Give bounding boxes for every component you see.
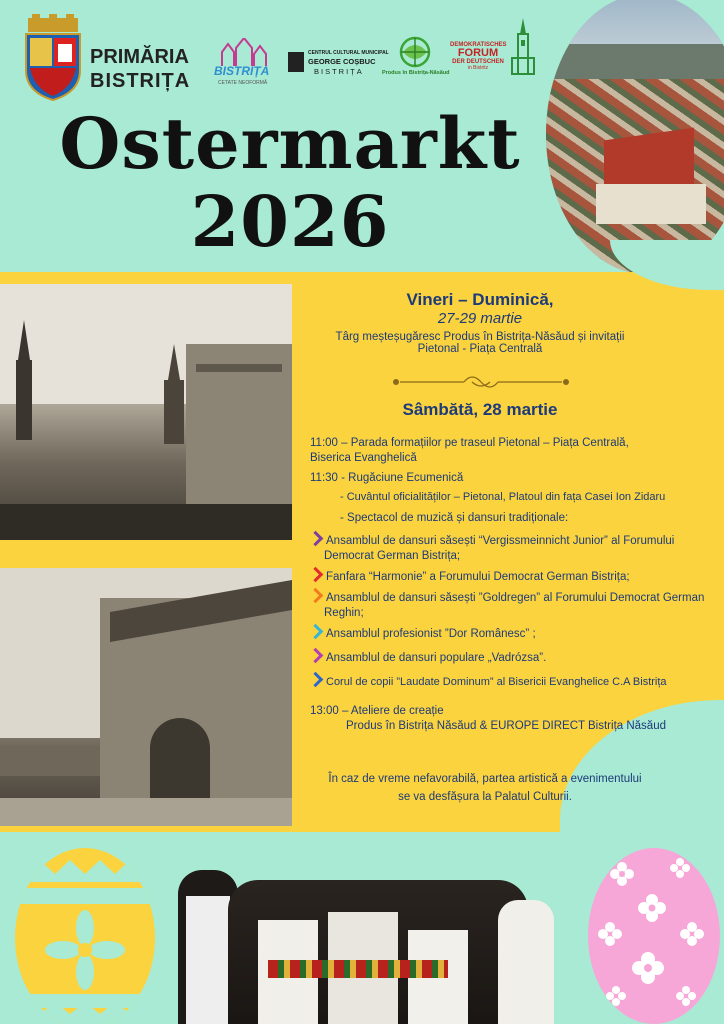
act-text: Corul de copii ”Laudate Dominum” al Bisericii Evanghelice C.A Bistrița	[326, 676, 667, 688]
act-text: Fanfara “Harmonie” a Forumului Democrat German Bistrița;	[326, 571, 630, 583]
chevron-right-icon	[308, 531, 324, 547]
friday-line2: Pietonal - Piața Centrală	[417, 343, 543, 355]
act-item	[310, 569, 720, 585]
bistrita-logo-word: BISTRIȚA	[214, 64, 270, 78]
primaria-name-line2: BISTRIȚA	[90, 70, 191, 92]
event-title-line2: 2026	[190, 180, 390, 263]
pink-easter-egg	[582, 838, 724, 1024]
event-prayer: 11:30 - Rugăciune Ecumenică	[310, 472, 464, 484]
act-text: Ansamblul de dansuri săsești “Vergissmeinnicht Junior” al Forumului	[326, 535, 675, 547]
centrul-line2: GEORGE COȘBUC	[308, 57, 376, 66]
centrul-line1: CENTRUL CULTURAL MUNICIPAL	[308, 50, 389, 56]
weather-note	[300, 770, 670, 806]
bistrita-city-logo	[212, 38, 276, 90]
event-workshops: 13:00 – Ateliere de creație	[310, 705, 444, 717]
friday-dates: 27-29 martie	[437, 310, 523, 327]
produs-logo	[382, 36, 448, 82]
act-item	[310, 650, 720, 666]
city-aerial-photo	[546, 0, 724, 274]
forum-line1: DEMOKRATISCHES	[450, 42, 507, 48]
forum-logo	[450, 42, 506, 82]
ornament-divider	[392, 372, 570, 392]
forum-line4: in Bistritz	[467, 65, 489, 71]
friday-heading: Vineri – Duminică,	[406, 290, 554, 309]
primaria-name-line1: PRIMĂRIA	[90, 46, 189, 68]
chevron-right-icon	[308, 567, 324, 583]
chevron-right-icon	[308, 624, 324, 640]
forum-line3: DER DEUTSCHEN	[452, 59, 504, 65]
event-officials: - Cuvântul oficialităților – Pietonal, Platoul din fața Casei Ion Zidaru	[340, 491, 666, 503]
act-text: Ansamblul de dansuri săsești ”Goldregen” al Forumului Democrat German	[326, 592, 705, 604]
chevron-right-icon	[308, 648, 324, 664]
weather-note-line1: În caz de vreme nefavorabilă, partea artistică a evenimentului	[328, 773, 642, 785]
event-show: - Spectacol de muzică și dansuri tradiționale:	[340, 512, 569, 524]
act-item	[310, 674, 720, 690]
globe-leaf-icon	[398, 36, 432, 68]
act-text-cont: Reghin;	[324, 607, 364, 619]
act-text: Ansamblul profesionist ”Dor Românesc” ;	[326, 628, 536, 640]
act-item	[310, 626, 720, 642]
act-item	[310, 590, 720, 621]
act-text-cont: Democrat German Bistrița;	[324, 550, 461, 562]
event-parade: 11:00 – Parada formațiilor pe traseul Pietonal – Piața Centrală,	[310, 437, 629, 449]
old-photo-square	[0, 568, 292, 826]
centrul-icon	[288, 52, 304, 72]
yellow-easter-egg	[10, 838, 160, 1024]
saturday-program	[310, 436, 720, 734]
friday-line1: Târg meșteșugăresc Produs în Bistrița-Năsăud și invitații	[335, 331, 625, 343]
event-parade-cont: Biserica Evanghelică	[310, 452, 417, 464]
saturday-heading: Sâmbătă, 28 martie	[402, 400, 558, 419]
old-photo-church-tower	[4, 320, 44, 440]
primaria-logo	[22, 14, 222, 104]
bistrita-logo-sub: CETATE NEOFORMĂ	[218, 80, 268, 86]
produs-caption: Produs în Bistrița-Năsăud	[382, 70, 450, 76]
chevron-right-icon	[308, 588, 324, 604]
event-workshops-cont: Produs în Bistrița Năsăud & EUROPE DIRECT Bistrița Năsăud	[346, 720, 666, 732]
chevron-right-icon	[308, 672, 324, 688]
event-title-line1: Ostermarkt	[59, 102, 521, 185]
folk-costume-group-photo	[168, 840, 560, 1024]
coat-of-arms-icon	[22, 14, 84, 102]
centrul-cultural-logo	[288, 50, 389, 80]
old-photo-street	[0, 284, 292, 540]
forum-line2: FORUM	[457, 47, 499, 59]
weather-note-line2: se va desfășura la Palatul Culturii.	[398, 791, 572, 803]
act-text: Ansamblul de dansuri populare „Vadrózsa”.	[326, 652, 547, 664]
church-tower-icon	[508, 18, 538, 78]
friday-section	[300, 290, 660, 355]
centrul-line3: BISTRIȚA	[314, 67, 364, 76]
act-item	[310, 533, 720, 564]
